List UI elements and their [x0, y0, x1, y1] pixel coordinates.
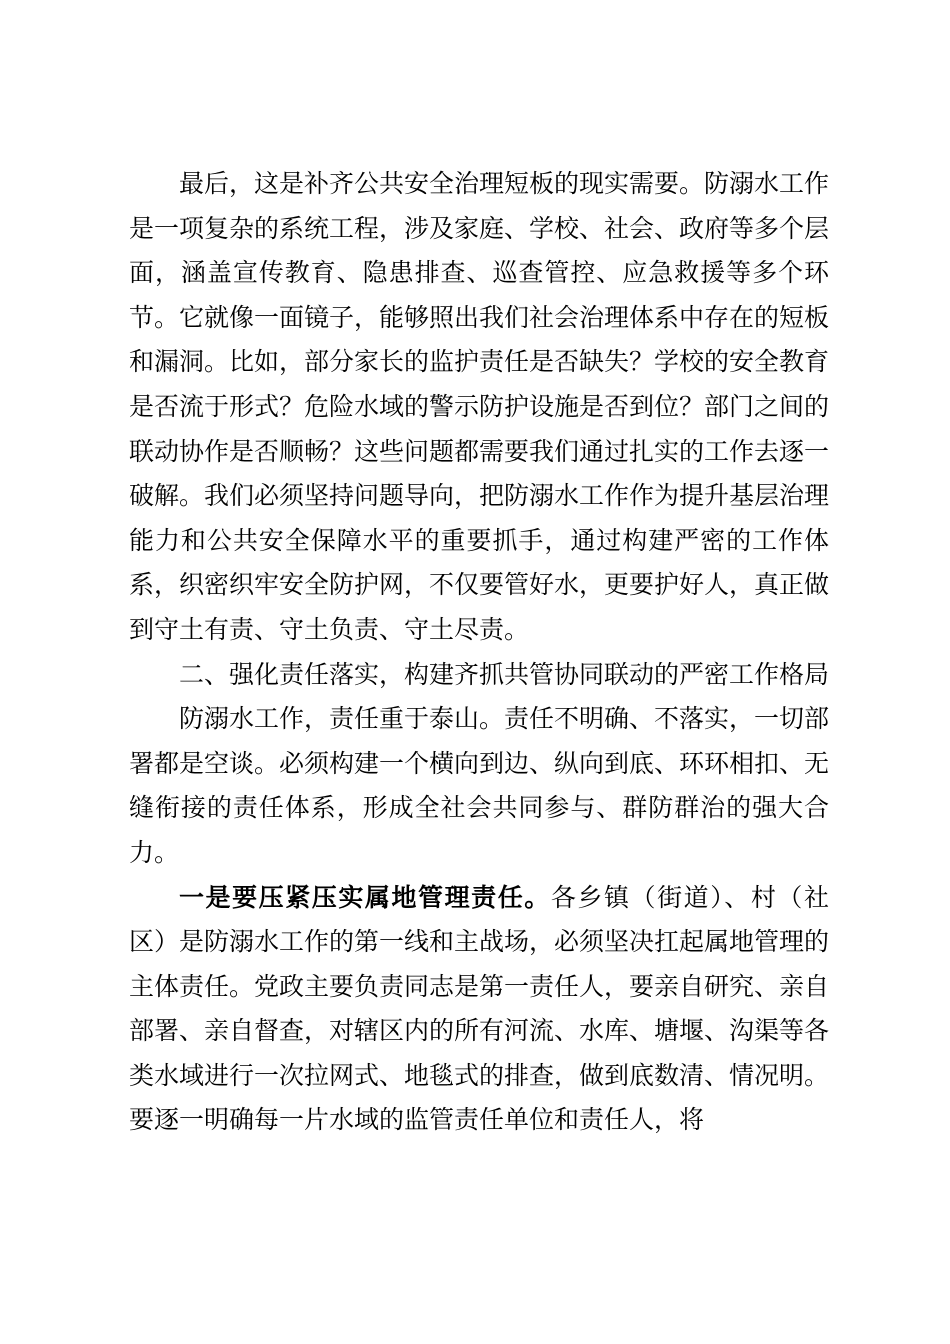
paragraph-conclusion — [129, 162, 829, 653]
paragraph-local-responsibility — [129, 876, 829, 1144]
heading-text: 二、强化责任落实，构建齐抓共管协同联动的严密工作格局 — [179, 659, 830, 689]
paragraph-text: 各乡镇（街道）、村（社区）是防溺水工作的第一线和主战场，必须坚决扛起属地管理的主体责任。党政主要负责同志是第一责任人，要亲自研究、亲自部署、亲自督查，对辖区内的所有河流、水库、塘堰、沟渠等各类水域进行一次拉网式、地毯式的排查，做到底数清、情况明。要逐一明确每一片水域的监管责任单位和责任人，将 — [129, 882, 830, 1135]
paragraph-lead: 一是要压紧压实属地管理责任。 — [179, 882, 551, 912]
document-body — [129, 162, 829, 1143]
section-heading — [129, 653, 829, 698]
paragraph-text: 最后，这是补齐公共安全治理短板的现实需要。防溺水工作是一项复杂的系统工程，涉及家庭、学校、社会、政府等多个层面，涵盖宣传教育、隐患排查、巡查管控、应急救援等多个环节。它就像一面镜子，能够照出我们社会治理体系中存在的短板和漏洞。比如，部分家长的监护责任是否缺失？学校的安全教育是否流于形式？危险水域的警示防护设施是否到位？部门之间的联动协作是否顺畅？这些问题都需要我们通过扎实的工作去逐一破解。我们必须坚持问题导向，把防溺水工作作为提升基层治理能力和公共安全保障水平的重要抓手，通过构建严密的工作体系，织密织牢安全防护网，不仅要管好水，更要护好人，真正做到守土有责、守土负责、守土尽责。 — [129, 169, 830, 644]
paragraph-responsibility-intro — [129, 697, 829, 875]
paragraph-text: 防溺水工作，责任重于泰山。责任不明确、不落实，一切部署都是空谈。必须构建一个横向到边、纵向到底、环环相扣、无缝衔接的责任体系，形成全社会共同参与、群防群治的强大合力。 — [129, 704, 830, 867]
